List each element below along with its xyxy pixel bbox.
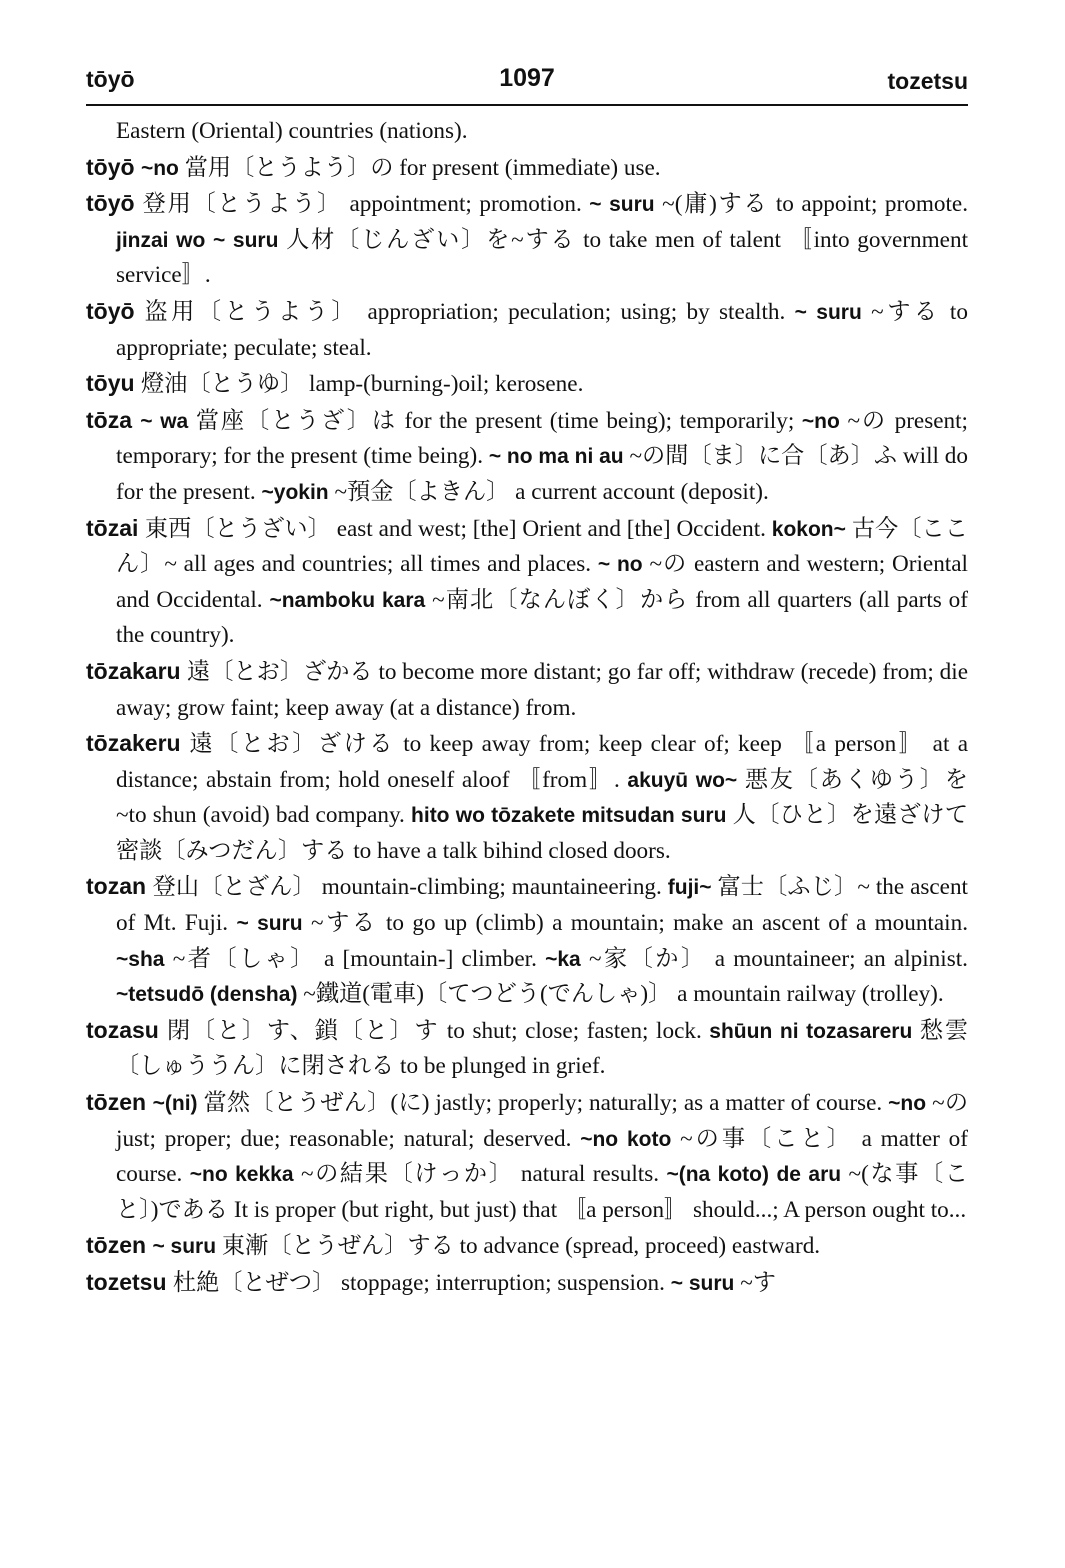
- romanized-phrase: fuji~: [667, 876, 718, 900]
- romanized-phrase: hito wo tōzakete mitsudan suru: [411, 804, 733, 828]
- definition-text: 登用〔とうよう〕 appointment; promotion.: [142, 191, 590, 218]
- romanized-phrase: ~tetsudō (densha): [116, 983, 304, 1007]
- definition-text: ~の present; temporary; for the present (time being).: [116, 407, 969, 470]
- definition-text: 燈油〔とうゆ〕 lamp-(burning-)oil; kerosene.: [140, 371, 584, 398]
- romanized-phrase: ~namboku kara: [269, 588, 433, 612]
- dictionary-entry: [86, 654, 968, 726]
- entry-headword: tozan: [86, 873, 153, 900]
- definition-text: 當然〔とうぜん〕(に) jastly; properly; naturally; as a matter of course.: [203, 1090, 889, 1117]
- definition-text: ~(な事〔こと〕)である It is proper (but right, but just) that 〚a person〛 should...; A person ought to...: [116, 1161, 968, 1223]
- definition-text: ~(庸)する to appoint; promote.: [662, 191, 968, 218]
- romanized-phrase: ~no: [801, 409, 848, 433]
- romanized-phrase: ~no kekka: [189, 1163, 301, 1187]
- entry-headword: tōzen: [86, 1232, 153, 1259]
- romanized-phrase: ~(na koto) de aru: [666, 1163, 849, 1187]
- definition-text: 當用〔とうよう〕の for present (immediate) use.: [184, 154, 661, 181]
- entry-headword: tōza: [86, 406, 141, 433]
- definition-text: 閉〔と〕す、鎖〔と〕す to shut; close; fasten; lock.: [166, 1017, 710, 1044]
- romanized-phrase: ~ suru: [236, 912, 312, 936]
- entry-headword: tozetsu: [86, 1269, 173, 1295]
- dictionary-entry: [86, 511, 968, 654]
- definition-text: ~する to appropriate; peculate; steal.: [116, 298, 968, 361]
- definition-text: Eastern (Oriental) countries (nations).: [116, 118, 468, 144]
- entry-headword: tōyō: [86, 190, 143, 217]
- entry-headword: tōzakeru: [86, 730, 190, 757]
- dictionary-entry: [86, 366, 968, 403]
- page-number: 1097: [499, 64, 555, 92]
- romanized-phrase: ~no koto: [580, 1127, 681, 1151]
- entry-headword: tōyu: [86, 370, 141, 397]
- romanized-phrase: ~ suru: [670, 1272, 741, 1295]
- dictionary-entry: [86, 1085, 968, 1228]
- definition-text: 東西〔とうざい〕 east and west; [the] Orient and [the] Occident.: [144, 515, 772, 542]
- dictionary-entry: [86, 869, 968, 1012]
- romanized-phrase: ~ suru: [794, 300, 872, 324]
- romanized-phrase: ~ suru: [589, 193, 663, 217]
- romanized-phrase: ~sha: [116, 947, 173, 971]
- romanized-phrase: ~no: [140, 156, 185, 180]
- definition-text: 富士〔ふじ〕~ the ascent of Mt. Fuji.: [116, 874, 969, 937]
- dictionary-entry: [86, 186, 968, 294]
- definition-text: ~の eastern and western; Oriental and Occidental.: [116, 551, 968, 613]
- romanized-phrase: ~ wa: [140, 409, 196, 433]
- definition-text: ~者〔しゃ〕 a [mountain-] climber.: [172, 945, 546, 972]
- dictionary-entry: [86, 726, 968, 869]
- definition-text: ~南北〔なんぼく〕から from all quarters (all parts of the country).: [116, 586, 968, 649]
- definition-text: 愁雲〔しゅううん〕に閉される to be plunged in grief.: [116, 1017, 969, 1080]
- dictionary-entry: [86, 1265, 968, 1302]
- entry-headword: tozasu: [86, 1016, 167, 1043]
- romanized-phrase: ~ no ma ni au: [488, 445, 630, 469]
- entry-headword: tōzen: [86, 1089, 153, 1116]
- definition-text: ~の間〔ま〕に合〔あ〕ふ will do for the present.: [116, 443, 968, 505]
- entry-headword: tōzai: [86, 514, 145, 541]
- definition-text: 東漸〔とうぜん〕する to advance (spread, proceed) eastward.: [221, 1233, 821, 1260]
- romanized-phrase: jinzai wo ~ suru: [116, 228, 287, 252]
- definition-text: ~の結果〔けっか〕 natural results.: [300, 1161, 667, 1188]
- romanized-phrase: ~no: [888, 1092, 933, 1116]
- dictionary-entry: [86, 1228, 968, 1265]
- definition-text: 杜絶〔とぜつ〕 stoppage; interruption; suspension.: [172, 1270, 671, 1296]
- romanized-phrase: shūun ni tozasareru: [709, 1019, 920, 1043]
- definition-text: 登山〔とざん〕 mountain-climbing; mauntaineering.: [152, 874, 668, 901]
- definition-text: 遠〔とお〕ざかる to become more distant; go far off; withdraw (recede) from; die away; grow faint; keep away (at a distance) from.: [116, 658, 968, 721]
- romanized-phrase: ~(ni): [152, 1092, 204, 1116]
- definition-text: ~の just; proper; due; reasonable; natural; deserved.: [116, 1090, 969, 1152]
- entries-list: [86, 114, 968, 1302]
- dictionary-entry: [86, 294, 968, 366]
- definition-text: ~預金〔よきん〕 a current account (deposit).: [334, 478, 769, 505]
- dictionary-page: [86, 58, 968, 1302]
- dictionary-entry: [86, 1013, 968, 1085]
- definition-text: 遠〔とお〕ざける to keep away from; keep clear of; keep 〚a person〛 at a distance; abstain from; hold oneself aloof 〚from〛.: [116, 731, 968, 793]
- definition-text: 人〔ひと〕を遠ざけて密談〔みつだん〕する to have a talk bihind closed doors.: [116, 802, 969, 864]
- definition-text: ~の事〔こと〕 a matter of course.: [116, 1125, 969, 1188]
- definition-text: 古今〔ここん〕~ all ages and countries; all times and places.: [116, 515, 968, 578]
- definition-text: 當座〔とうざ〕は for the present (time being); temporarily;: [195, 407, 802, 434]
- page-header: [86, 58, 968, 98]
- romanized-phrase: kokon~: [771, 517, 852, 541]
- romanized-phrase: akuyū wo~: [627, 768, 745, 792]
- definition-text: ~家〔か〕 a mountaineer; an alpinist.: [589, 945, 968, 972]
- definition-text: ~鐵道(電車)〔てつどう(でんしゃ)〕 a mountain railway (trolley).: [303, 981, 944, 1008]
- entry-headword: tōyō: [86, 153, 141, 180]
- romanized-phrase: ~ no: [597, 553, 650, 577]
- dictionary-entry: [86, 403, 968, 511]
- right-guide-word: tozetsu: [887, 68, 968, 94]
- definition-text: ~する to go up (climb) a mountain; make an ascent of a mountain.: [311, 910, 968, 937]
- definition-text: 悪友〔あくゆう〕を ~to shun (avoid) bad company.: [116, 766, 968, 829]
- entry-headword: tōzakaru: [86, 657, 187, 684]
- romanized-phrase: ~yokin: [261, 480, 335, 504]
- header-rule: [86, 104, 968, 106]
- dictionary-entry: [86, 150, 968, 187]
- entry-continuation: [86, 114, 968, 150]
- entry-headword: tōyō: [86, 297, 145, 324]
- left-guide-word: tōyō: [86, 66, 135, 92]
- definition-text: 人材〔じんざい〕を~する to take men of talent 〚into government service〛.: [116, 226, 969, 289]
- romanized-phrase: ~ suru: [152, 1235, 222, 1259]
- definition-text: ~す: [740, 1270, 776, 1296]
- definition-text: 盗用〔とうよう〕 appropriation; peculation; using; by stealth.: [144, 298, 795, 325]
- romanized-phrase: ~ka: [545, 947, 589, 971]
